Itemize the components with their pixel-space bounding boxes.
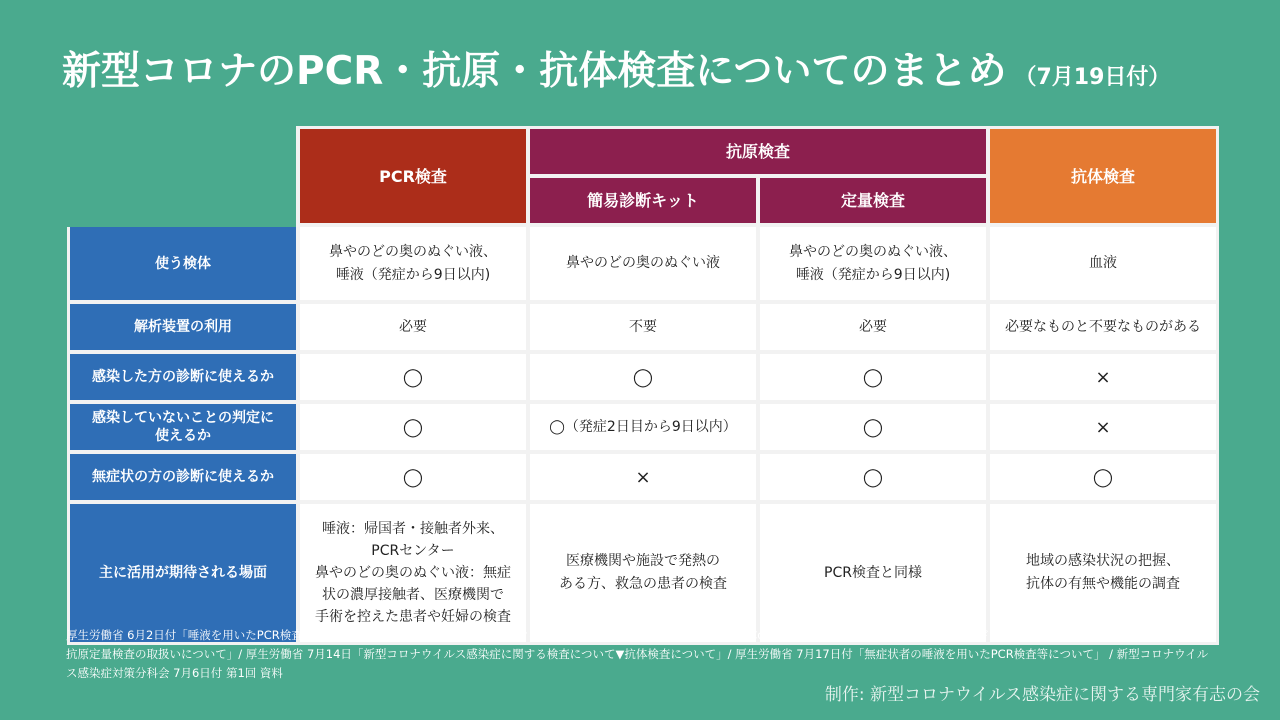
header-antibody: 抗体検査	[990, 129, 1216, 223]
title-text: 新型コロナのPCR・抗原・抗体検査についてのまとめ	[62, 49, 1007, 94]
table-cell-antibody: ×	[990, 354, 1216, 400]
table-cell-simple: ◯（発症2日目から9日以内）	[530, 404, 756, 450]
table-cell-simple: ◯	[530, 354, 756, 400]
header-pcr: PCR検査	[300, 129, 526, 223]
header-antigen-simple-kit: 簡易診断キット	[530, 178, 756, 223]
table-cell-pcr: ◯	[300, 404, 526, 450]
table-cell-antibody: 地域の感染状況の把握、 抗体の有無や機能の調査	[990, 504, 1216, 642]
comparison-table	[67, 126, 1219, 645]
table-cell-quant: ◯	[760, 454, 986, 500]
table-cell-pcr: 必要	[300, 304, 526, 350]
table-cell-simple: ×	[530, 454, 756, 500]
page-title	[62, 40, 1170, 96]
table-cell-pcr: 鼻やのどの奥のぬぐい液、 唾液（発症から9日以内)	[300, 227, 526, 300]
header-antigen: 抗原検査	[530, 129, 986, 174]
table-corner	[67, 126, 296, 227]
row-header: 解析装置の利用	[70, 304, 296, 350]
table-cell-quant: 鼻やのどの奥のぬぐい液、 唾液（発症から9日以内)	[760, 227, 986, 300]
table-cell-antibody: 血液	[990, 227, 1216, 300]
table-cell-pcr: 唾液：帰国者・接触者外来、 PCRセンター 鼻やのどの奥のぬぐい液：無症 状の濃厚接触者、医療機関で 手術を控えた患者や妊婦の検査	[300, 504, 526, 642]
row-header: 使う検体	[70, 227, 296, 300]
title-date: （7月19日付）	[1014, 65, 1171, 90]
table-cell-quant: ◯	[760, 404, 986, 450]
table-cell-quant: ◯	[760, 354, 986, 400]
table-cell-antibody: ×	[990, 404, 1216, 450]
credit-text: 制作: 新型コロナウイルス感染症に関する専門家有志の会	[824, 685, 1260, 705]
table-cell-antibody: ◯	[990, 454, 1216, 500]
header-antigen-quantitative: 定量検査	[760, 178, 986, 223]
table-cell-pcr: ◯	[300, 354, 526, 400]
row-header: 感染した方の診断に使えるか	[70, 354, 296, 400]
table-cell-simple: 医療機関や施設で発熱の ある方、救急の患者の検査	[530, 504, 756, 642]
table-cell-simple: 不要	[530, 304, 756, 350]
table-cell-antibody: 必要なものと不要なものがある	[990, 304, 1216, 350]
sources-note: 厚生労働省 6月2日付「唾液を用いたPCR検査の導入について」/ 厚生労働省新型コロナウイルス感染症対策本部 6月16日付「SARS-CoV-2抗原検出用キットの活用に関するガイドライン」、6月25日付「新型コロナウイルス抗原定量検査の取扱いについて」/ 厚生労働省 7月14日「新型コロナウイルス感染症に関する検査について▼抗体検査について」/ 厚生労働省 7月17日付「無症状者の唾液を用いたPCR検査等について」 / 新型コロナウイルス感染症対策分科会 7月6日付 第1回 資料	[66, 628, 1212, 680]
table-cell-pcr: ◯	[300, 454, 526, 500]
table-cell-simple: 鼻やのどの奥のぬぐい液	[530, 227, 756, 300]
table-cell-quant: 必要	[760, 304, 986, 350]
table-cell-quant: PCR検査と同様	[760, 504, 986, 642]
row-header: 感染していないことの判定に 使えるか	[70, 404, 296, 450]
row-header: 無症状の方の診断に使えるか	[70, 454, 296, 500]
row-header: 主に活用が期待される場面	[70, 504, 296, 642]
